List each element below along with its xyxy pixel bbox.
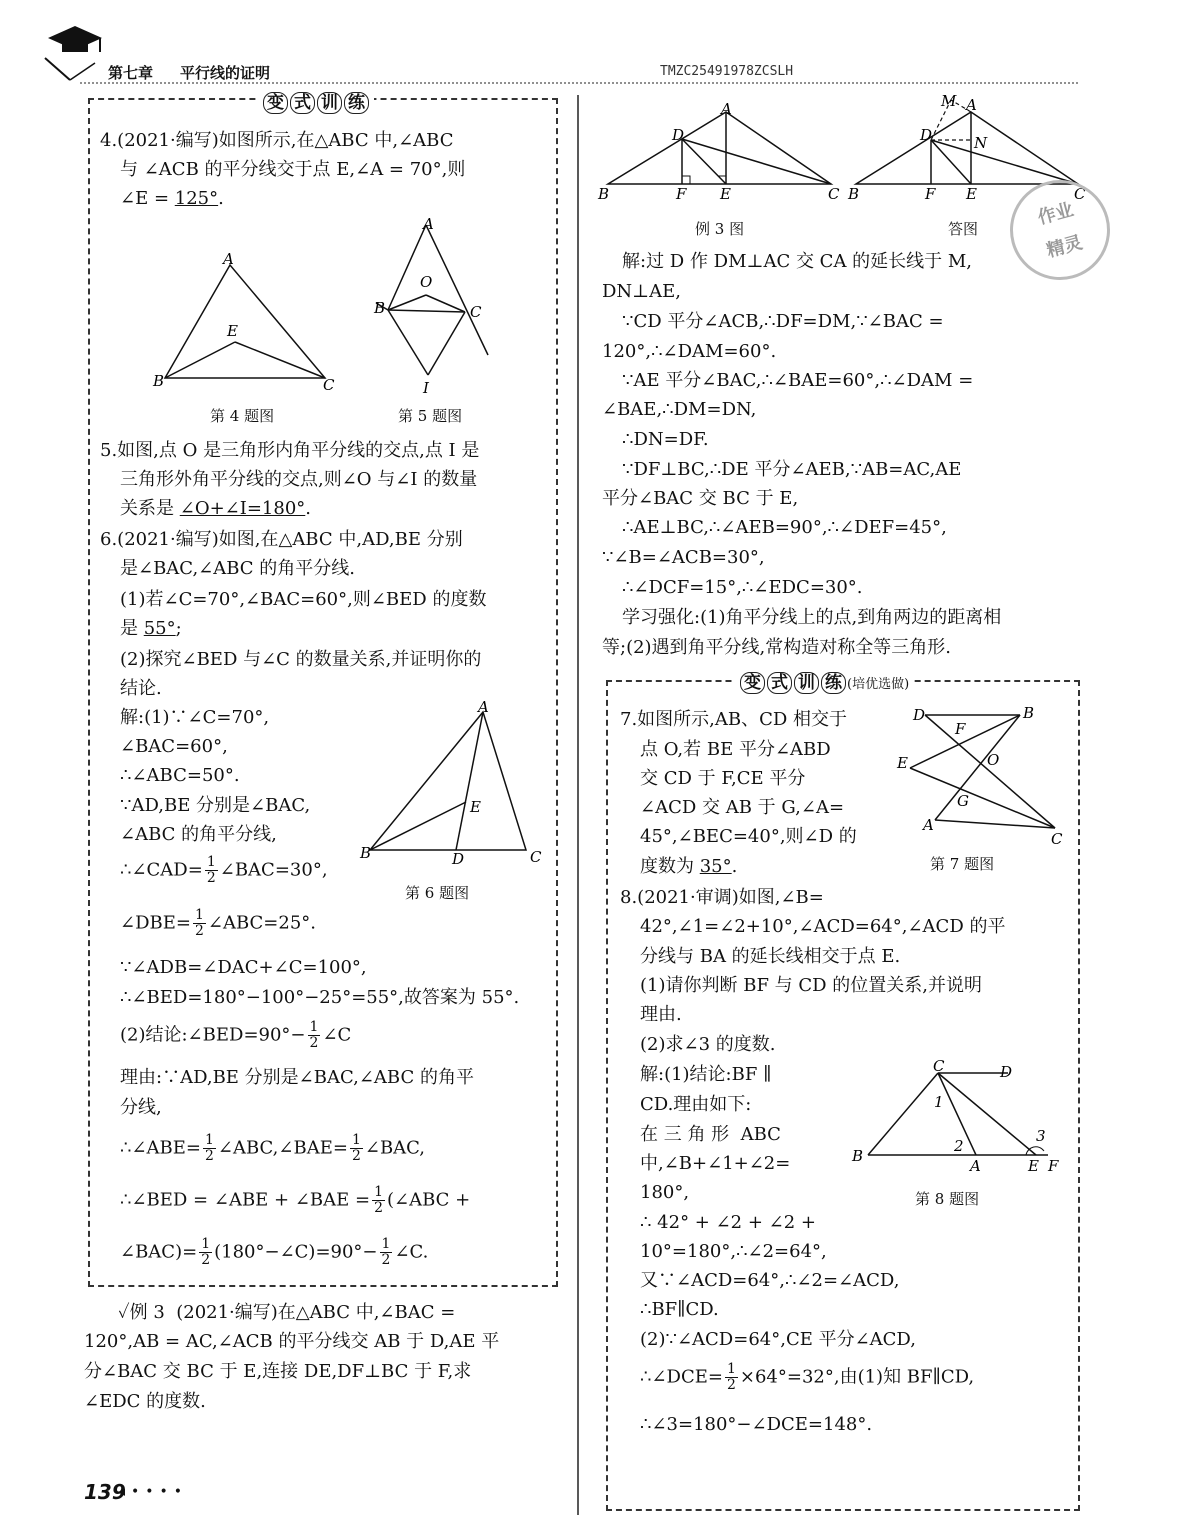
q5-line1: 5.如图,点 O 是三角形内角平分线的交点,点 I 是 [100,440,480,461]
q7-line3: 交 CD 于 F,CE 平分 [640,768,806,789]
figure-4 [145,250,345,395]
q4-answer: 125° [174,188,219,209]
svg-text:E: E [897,754,908,772]
svg-text:B: B [852,1147,864,1165]
svg-text:3: 3 [1036,1127,1046,1145]
q4-line1: 4.(2021·编写)如图所示,在△ABC 中,∠ABC [100,130,454,151]
sol6-s6: ∴∠CAD= $\frac{1}{2}$ ∠BAC=30°, [120,854,328,886]
q6-line4: 是 55°; [120,618,182,639]
svg-text:O: O [987,751,1000,769]
ex3-sol-r10: ∴AE⊥BC,∴∠AEB=90°,∴∠DEF=45°, [622,517,947,538]
sol8-s5: 180°, [640,1182,690,1203]
fig8-caption: 第 8 题图 [915,1190,980,1208]
ex3-sol-r3: ∵CD 平分∠ACB,∴DF=DM,∵∠BAC = [622,311,944,332]
q7-line4: ∠ACD 交 AB 于 G,∠A= [640,797,845,818]
example3-line4: ∠EDC 的度数. [84,1391,206,1412]
svg-text:D: D [452,850,465,868]
svg-text:A: A [223,250,234,268]
svg-text:C: C [323,376,335,394]
fig-answer-caption: 答图 [948,220,979,238]
left-badge: 变 式 训 练 [258,88,374,113]
chapter-label: 第七章 [108,64,154,82]
sol8-s4: 中,∠B+∠1+∠2= [640,1153,791,1174]
q4-line2: 与 ∠ACB 的平分线交于点 E,∠A = 70°,则 [120,159,466,180]
sol8-s12: ∴∠3=180°−∠DCE=148°. [640,1414,873,1435]
fig7-caption: 第 7 题图 [930,855,995,873]
svg-text:D: D [672,126,685,144]
sol6-s5: ∠ABC 的角平分线, [120,824,277,845]
q6-answer: 55° [143,618,176,639]
svg-text:F: F [925,185,936,202]
page-number: 139 [84,1480,126,1504]
q6-line3: (1)若∠C=70°,∠BAC=60°,则∠BED 的度数 [120,589,487,610]
svg-text:C: C [828,185,840,202]
q8-line6: (2)求∠3 的度数. [640,1034,776,1055]
q4-line3: ∠E = 125°. [120,188,224,209]
svg-text:N: N [974,134,988,152]
q6-line5: (2)探究∠BED 与∠C 的数量关系,并证明你的 [120,649,482,670]
q7-line5: 45°,∠BEC=40°,则∠D 的 [640,826,857,847]
sol8-s11: ∴∠DCE= $\frac{1}{2}$ ×64°=32°,由(1)知 BF∥CD, [640,1361,975,1393]
svg-text:A: A [721,102,732,118]
column-divider [576,95,580,1515]
svg-text:A: A [970,1157,981,1175]
sol8-s10: (2)∵∠ACD=64°,CE 平分∠ACD, [640,1329,916,1350]
svg-text:E: E [1028,1157,1039,1175]
q7-line6: 度数为 35°. [640,856,738,877]
svg-text:D: D [913,706,926,724]
sol6-s7: ∠DBE= $\frac{1}{2}$ ∠ABC=25°. [120,907,317,939]
q7-answer: 35° [699,856,732,877]
q8-line5: 理由. [640,1004,682,1025]
sol6-s12: 分线, [120,1097,162,1118]
header-divider [80,80,1080,86]
sol6-s14: ∴∠BED = ∠ABE + ∠BAE = $\frac{1}{2}$ (∠ABC + [120,1184,471,1216]
svg-text:E: E [470,798,481,816]
right-badge: 变 式 训 练 (培优选做) [735,668,913,693]
sol6-s4: ∵AD,BE 分别是∠BAC, [120,795,311,816]
fig4-caption: 第 4 题图 [210,407,275,425]
zuoye-jingling-stamp: 作业 精灵 [999,169,1121,291]
svg-text:C: C [470,303,482,321]
svg-text:C: C [1074,185,1086,202]
sol8-s8: 又∵∠ACD=64°,∴∠2=∠ACD, [640,1270,900,1291]
sol6-s11: 理由:∵AD,BE 分别是∠BAC,∠ABC 的角平 [120,1067,474,1088]
q6-line6: 结论. [120,678,162,699]
sol6-s9: ∴∠BED=180°−100°−25°=55°,故答案为 55°. [120,987,520,1008]
svg-text:B: B [374,299,386,317]
svg-text:F: F [1048,1157,1059,1175]
svg-text:B: B [153,372,165,390]
sol8-s2: CD.理由如下: [640,1094,752,1115]
q6-line2: 是∠BAC,∠ABC 的角平分线. [120,558,356,579]
example3-line1: ✓例 3 (2021·编写)在△ABC 中,∠BAC = [118,1302,456,1323]
svg-text:G: G [957,792,969,810]
figure-8 [848,1055,1073,1175]
svg-text:C: C [933,1057,945,1075]
sol6-s10: (2)结论:∠BED=90°− $\frac{1}{2}$ ∠C [120,1019,352,1051]
q5-line3: 关系是 ∠O+∠I=180°. [120,498,312,519]
ex3-sol-r9: 平分∠BAC 交 BC 于 E, [602,488,799,509]
page-number-dots: ◂•••• [118,1484,189,1500]
fig6-caption: 第 6 题图 [405,884,470,902]
example3-line3: 分∠BAC 交 BC 于 E,连接 DE,DF⊥BC 于 F,求 [84,1361,472,1382]
sol8-s7: 10°=180°,∴∠2=64°, [640,1241,827,1262]
ex3-sol-r6: ∠BAE,∴DM=DN, [602,399,757,420]
sol6-s3: ∴∠ABC=50°. [120,765,240,786]
svg-text:A: A [478,700,489,716]
ex3-sol-r2: DN⊥AE, [602,281,681,302]
figure-5 [368,215,498,400]
sol8-s1: 解:(1)结论:BF ∥ [640,1064,772,1085]
ex3-sol-r1: 解:过 D 作 DM⊥AC 交 CA 的延长线于 M, [622,251,973,272]
svg-text:C: C [530,848,542,866]
q7-line2: 点 O,若 BE 平分∠ABD [640,739,831,760]
svg-text:F: F [955,720,966,738]
svg-text:M: M [941,92,957,110]
q8-line1: 8.(2021·审调)如图,∠B= [620,887,824,908]
ex3-sol-r8: ∵DF⊥BC,∴DE 平分∠AEB,∵AB=AC,AE [622,459,962,480]
q6-line1: 6.(2021·编写)如图,在△ABC 中,AD,BE 分别 [100,529,463,550]
q8-line2: 42°,∠1=∠2+10°,∠ACD=64°,∠ACD 的平 [640,916,1006,937]
svg-text:F: F [676,185,687,202]
svg-text:A: A [966,96,977,114]
svg-text:B: B [360,844,372,862]
svg-text:C: C [1051,830,1063,845]
ex3-sol-r14: 等;(2)遇到角平分线,常构造对称全等三角形. [602,637,952,658]
svg-text:D: D [920,126,933,144]
example3-line2: 120°,AB = AC,∠ACB 的平分线交 AB 于 D,AE 平 [84,1331,500,1352]
fig5-caption: 第 5 题图 [398,407,463,425]
sol8-s3: 在 三 角 形 ABC [640,1124,781,1145]
svg-text:B: B [848,185,860,202]
ex3-sol-r11: ∵∠B=∠ACB=30°, [602,547,765,568]
svg-text:D: D [1000,1063,1013,1081]
fig-example3-caption: 例 3 图 [695,220,745,238]
svg-text:E: E [227,322,238,340]
q7-line1: 7.如图所示,AB、CD 相交于 [620,709,848,730]
svg-text:1: 1 [934,1093,944,1111]
svg-text:B: B [598,185,610,202]
svg-text:2: 2 [954,1137,964,1155]
q8-line4: (1)请你判断 BF 与 CD 的位置关系,并说明 [640,975,983,996]
q8-line3: 分线与 BA 的延长线相交于点 E. [640,946,901,967]
figure-example3 [596,102,844,202]
svg-text:B: B [1023,704,1035,722]
q5-line2: 三角形外角平分线的交点,则∠O 与∠I 的数量 [120,469,478,490]
q5-answer: ∠O+∠I=180° [179,498,306,519]
sol8-s6: ∴ 42° + ∠2 + ∠2 + [640,1212,817,1233]
figure-7 [895,700,1070,845]
svg-text:O: O [420,273,433,291]
graduation-cap-icon [40,18,110,88]
sol6-s15: ∠BAC)= $\frac{1}{2}$ (180°−∠C)=90°− $\frac{1}{2}$ ∠C. [120,1236,429,1268]
svg-text:E: E [720,185,731,202]
header-code: TMZC25491978ZCSLH [660,64,794,79]
svg-text:A: A [923,816,934,834]
figure-6 [358,700,548,870]
sol6-s13: ∴∠ABE= $\frac{1}{2}$ ∠ABC,∠BAE= $\frac{1}{2}$ ∠BAC, [120,1132,426,1164]
svg-text:E: E [966,185,977,202]
chapter-title: 平行线的证明 [180,64,271,82]
svg-text:A: A [423,215,434,233]
svg-text:I: I [423,379,429,397]
sol6-s2: ∠BAC=60°, [120,736,228,757]
ex3-sol-r5: ∵AE 平分∠BAC,∴∠BAE=60°,∴∠DAM = [622,370,974,391]
ex3-sol-r13: 学习强化:(1)角平分线上的点,到角两边的距离相 [622,607,1002,628]
sol6-s8: ∵∠ADB=∠DAC+∠C=100°, [120,957,367,978]
ex3-sol-r4: 120°,∴∠DAM=60°. [602,341,777,362]
ex3-sol-r12: ∴∠DCF=15°,∴∠EDC=30°. [622,577,863,598]
ex3-sol-r7: ∴DN=DF. [622,429,709,450]
sol6-s1: 解:(1)∵∠C=70°, [120,707,270,728]
sol8-s9: ∴BF∥CD. [640,1299,719,1320]
